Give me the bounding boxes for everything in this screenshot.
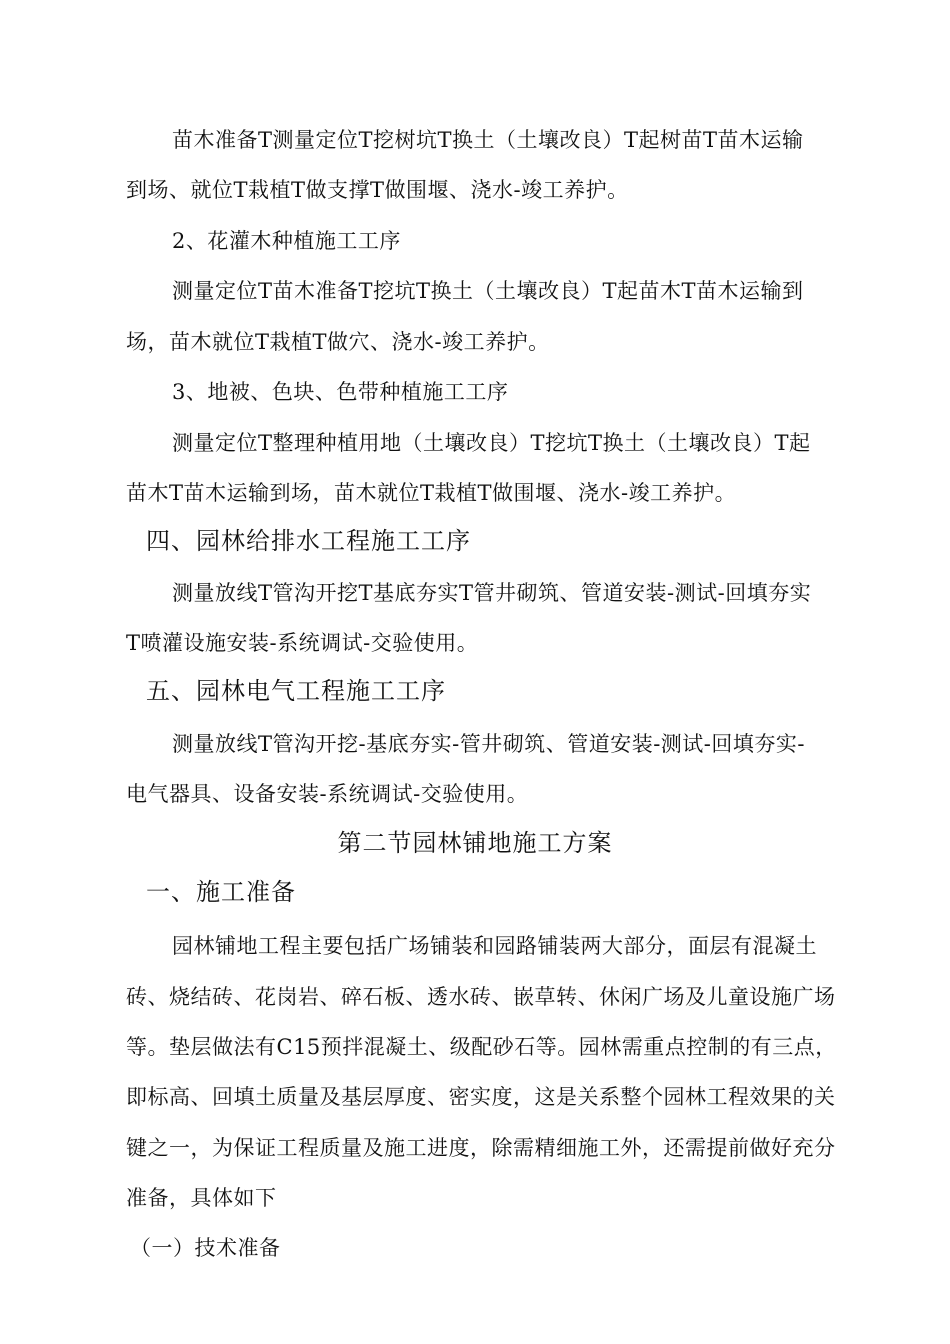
paragraph-line: 苗木T苗木运输到场，苗木就位T栽植T做围堰、浇水-竣工养护。 bbox=[126, 481, 737, 505]
section-heading: 一、施工准备 bbox=[146, 878, 296, 906]
subheading: 2、花灌木种植施工工序 bbox=[172, 229, 401, 253]
paragraph-line: 苗木准备T测量定位T挖树坑T换土（土壤改良）T起树苗T苗木运输 bbox=[172, 128, 804, 152]
subheading: （一）技术准备 bbox=[130, 1236, 281, 1260]
paragraph-line: 测量放线T管沟开挖T基底夯实T管井砌筑、管道安装-测试-回填夯实 bbox=[172, 581, 812, 605]
section-heading: 五、园林电气工程施工工序 bbox=[146, 677, 446, 705]
chapter-title: 第二节园林铺地施工方案 bbox=[337, 829, 613, 857]
paragraph-line: 即标高、回填土质量及基层厚度、密实度，这是关系整个园林工程效果的关 bbox=[126, 1085, 836, 1109]
paragraph-line: 准备，具体如下 bbox=[126, 1186, 277, 1210]
paragraph-line: 电气器具、设备安装-系统调试-交验使用。 bbox=[126, 782, 529, 806]
paragraph-line: 测量定位T整理种植用地（土壤改良）T挖坑T换土（土壤改良）T起 bbox=[172, 431, 811, 455]
paragraph-line: 园林铺地工程主要包括广场铺装和园路铺装两大部分，面层有混凝土 bbox=[172, 934, 817, 958]
paragraph-line: 测量定位T苗木准备T挖坑T换土（土壤改良）T起苗木T苗木运输到 bbox=[172, 279, 804, 303]
paragraph-line: 到场、就位T栽植T做支撑T做围堰、浇水-竣工养护。 bbox=[126, 178, 629, 202]
paragraph-line: 等。垫层做法有C15预拌混凝土、级配砂石等。园林需重点控制的有三点， bbox=[126, 1035, 837, 1059]
paragraph-line: T喷灌设施安装-系统调试-交验使用。 bbox=[126, 631, 479, 655]
paragraph-line: 测量放线T管沟开挖-基底夯实-管井砌筑、管道安装-测试-回填夯实- bbox=[172, 732, 805, 756]
section-heading: 四、园林给排水工程施工工序 bbox=[146, 527, 471, 555]
paragraph-line: 键之一，为保证工程质量及施工进度，除需精细施工外，还需提前做好充分 bbox=[126, 1136, 836, 1160]
subheading: 3、地被、色块、色带种植施工工序 bbox=[172, 380, 509, 404]
paragraph-line: 砖、烧结砖、花岗岩、碎石板、透水砖、嵌草转、休闲广场及儿童设施广场 bbox=[126, 985, 836, 1009]
paragraph-line: 场，苗木就位T栽植T做穴、浇水-竣工养护。 bbox=[126, 330, 550, 354]
